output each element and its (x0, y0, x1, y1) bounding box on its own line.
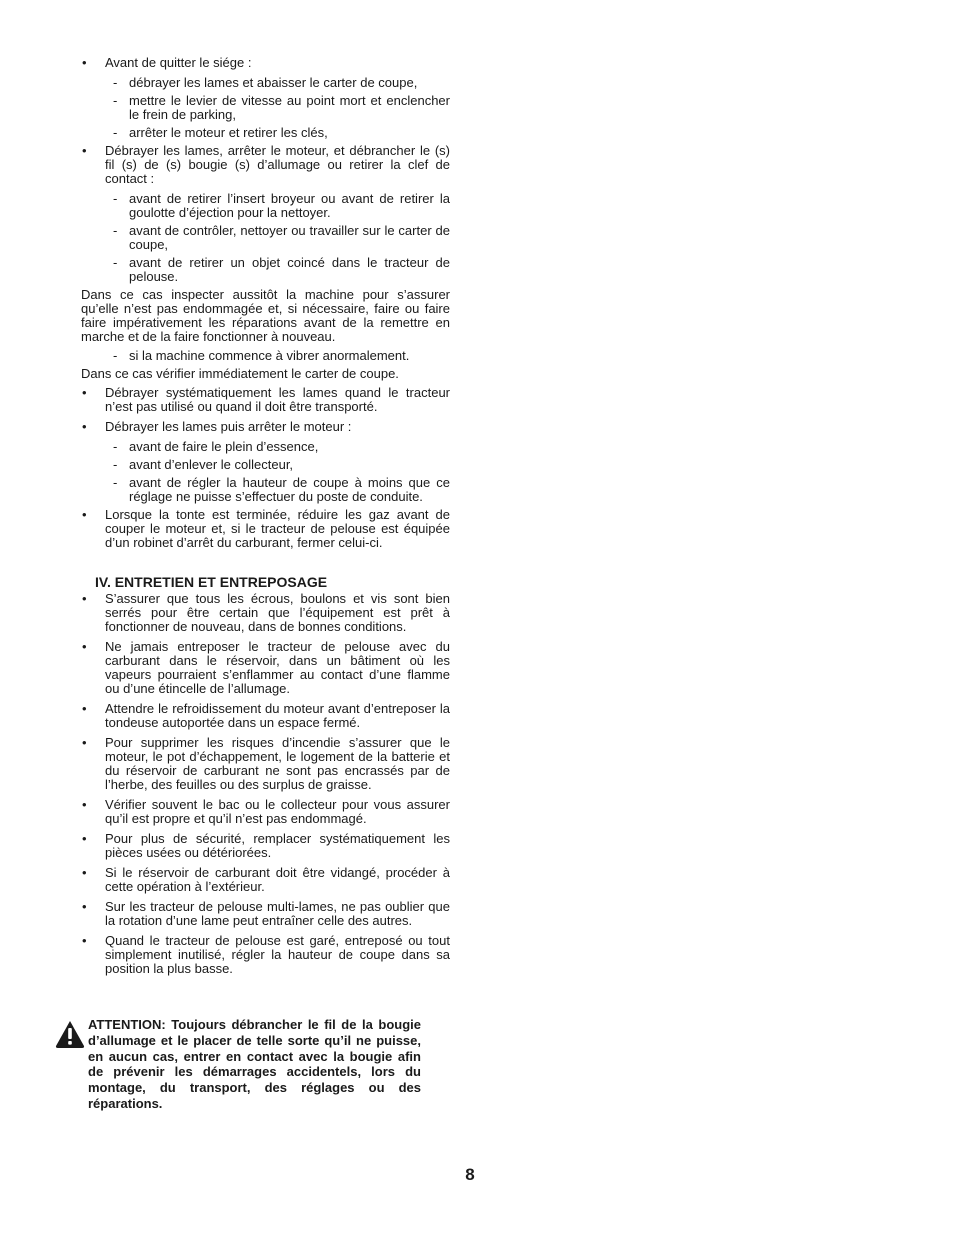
bullet-item: • Pour plus de sécurité, remplacer systématiquement les pièces usées ou détériorées. (81, 832, 450, 860)
bullet-item: • S’assurer que tous les écrous, boulons et vis sont bien serrés pour être certain que l’équipement est prêt à fonctionner de nouveau, dans de bonnes conditions. (81, 592, 450, 634)
warning-text: ATTENTION: Toujours débrancher le fil de la bougie d’allumage et le placer de telle sorte qu’il ne puisse, en aucun cas, entrer en contact avec la bougie afin de prévenir les démarrages accidentels, lors du montage, du transport, des réglages ou des réparations. (88, 1017, 421, 1111)
bullet-item: • Débrayer les lames puis arrêter le moteur : (81, 420, 450, 434)
bullet-item: • Débrayer les lames, arrêter le moteur, et débrancher le (s) fil (s) de (s) bougie (s) d’allumage ou retirer la clef de contact : (81, 144, 450, 186)
dash-item: - si la machine commence à vibrer anormalement. (81, 349, 450, 363)
paragraph: Dans ce cas inspecter aussitôt la machine pour s’assurer qu’elle n’est pas endommagée et, si nécessaire, faire ou faire faire impérativement les réparations avant de la remettre en marche et de la faire fonctionner à nouveau. (81, 287, 450, 344)
bullet-item: • Si le réservoir de carburant doit être vidangé, procéder à cette opération à l’extérieur. (81, 866, 450, 894)
dash-item: - avant de régler la hauteur de coupe à moins que ce réglage ne puisse s’effectuer du poste de conduite. (81, 476, 450, 504)
dash-item: - avant de faire le plein d’essence, (81, 440, 450, 454)
bullet-item: • Avant de quitter le siége : (81, 56, 450, 70)
bullet-item: • Ne jamais entreposer le tracteur de pelouse avec du carburant dans le réservoir, dans un bâtiment où les vapeurs pourraient s’enflammer au contact d’une flamme ou d’une étincelle de l’allumage. (81, 640, 450, 696)
bullet-item: • Vérifier souvent le bac ou le collecteur pour vous assurer qu’il est propre et qu’il n’est pas endommagé. (81, 798, 450, 826)
dash-item: - débrayer les lames et abaisser le carter de coupe, (81, 76, 450, 90)
main-column (81, 56, 450, 982)
dash-item: - avant de contrôler, nettoyer ou travailler sur le carter de coupe, (81, 224, 450, 252)
page-number: 8 (465, 1165, 475, 1184)
bullet-item: • Sur les tracteur de pelouse multi-lames, ne pas oublier que la rotation d’une lame peut entraîner celle des autres. (81, 900, 450, 928)
warning-block (55, 1017, 421, 1112)
bullet-item: • Quand le tracteur de pelouse est garé, entreposé ou tout simplement inutilisé, régler la hauteur de coupe dans sa position la plus basse. (81, 934, 450, 976)
dash-item: - avant d’enlever le collecteur, (81, 458, 450, 472)
bullet-item: • Débrayer systématiquement les lames quand le tracteur n’est pas utilisé ou quand il doit être transporté. (81, 386, 450, 414)
bullet-item: • Lorsque la tonte est terminée, réduire les gaz avant de couper le moteur et, si le tracteur de pelouse est équipée d’un robinet d’arrêt du carburant, fermer celui-ci. (81, 508, 450, 550)
dash-item: - mettre le levier de vitesse au point mort et enclencher le frein de parking, (81, 94, 450, 122)
section-heading: IV. ENTRETIEN ET ENTREPOSAGE (95, 574, 328, 590)
dash-item: - arrêter le moteur et retirer les clés, (81, 126, 450, 140)
dash-item: - avant de retirer l’insert broyeur ou avant de retirer la goulotte d’éjection pour la nettoyer. (81, 192, 450, 220)
paragraph: Dans ce cas vérifier immédiatement le carter de coupe. (81, 366, 399, 381)
bullet-item: • Pour supprimer les risques d’incendie s’assurer que le moteur, le pot d’échappement, le logement de la batterie et du réservoir de carburant ne sont pas encrassés par de l’herbe, des feuilles ou des surplus de graisse. (81, 736, 450, 792)
warning-triangle-icon (55, 1019, 85, 1049)
bullet-item: • Attendre le refroidissement du moteur avant d’entreposer la tondeuse autoportée dans un espace fermé. (81, 702, 450, 730)
dash-item: - avant de retirer un objet coincé dans le tracteur de pelouse. (81, 256, 450, 284)
